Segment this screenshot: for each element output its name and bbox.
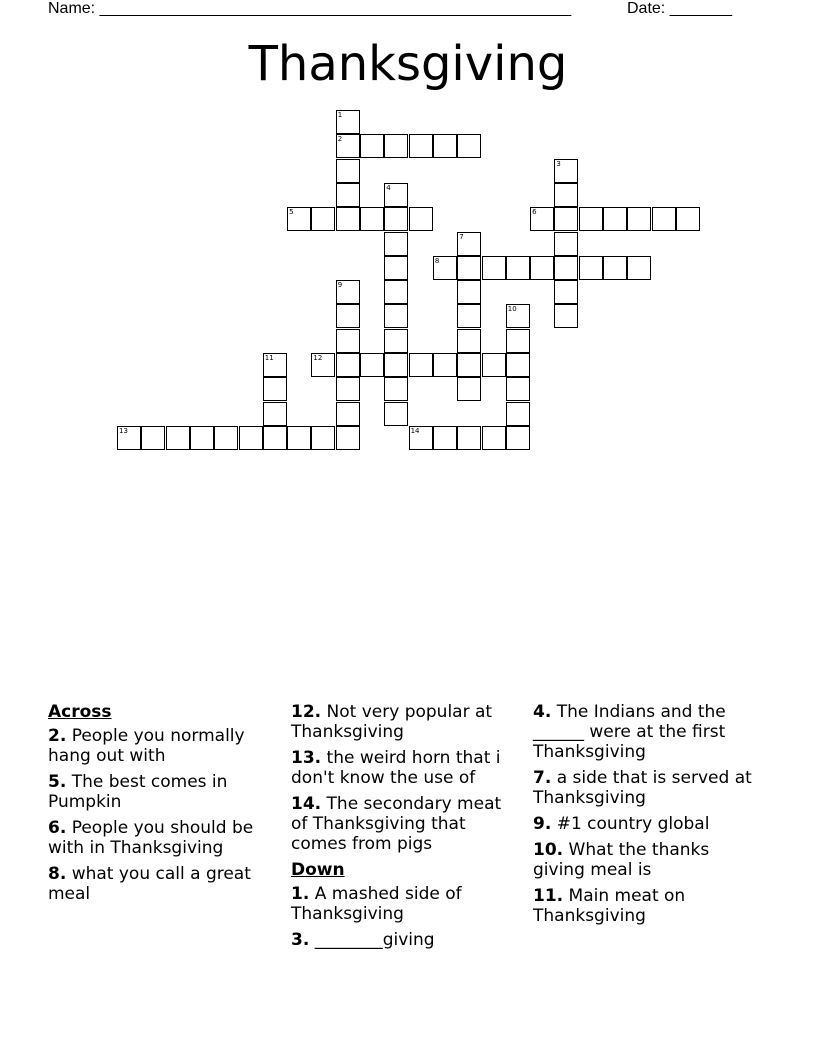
grid-cell[interactable] <box>409 426 433 450</box>
grid-cell[interactable] <box>457 377 481 401</box>
clue-text: A mashed side of Thanksgiving <box>291 884 462 924</box>
grid-cell[interactable] <box>506 353 530 377</box>
clue-text: a side that is served at Thanksgiving <box>533 768 752 808</box>
grid-cell[interactable] <box>141 426 165 450</box>
down-heading: Down <box>291 860 345 880</box>
clue-number: 3. <box>291 930 310 950</box>
grid-cell[interactable] <box>336 304 360 328</box>
grid-cell[interactable] <box>457 256 481 280</box>
grid-cell[interactable] <box>384 280 408 304</box>
grid-cell[interactable] <box>287 207 311 231</box>
page-title: Thanksgiving <box>248 36 568 92</box>
grid-cell[interactable] <box>336 329 360 353</box>
grid-cell[interactable] <box>384 232 408 256</box>
grid-cell[interactable] <box>554 232 578 256</box>
grid-cell[interactable] <box>311 353 335 377</box>
grid-cell[interactable] <box>603 207 627 231</box>
clue-number: 10. <box>533 840 564 860</box>
down-clue <box>291 930 516 950</box>
clue-text: The secondary meat of Thanksgiving that comes from pigs <box>291 794 502 854</box>
cell-number: 3 <box>556 159 561 168</box>
grid-cell[interactable] <box>336 280 360 304</box>
cell-number: 12 <box>313 354 323 362</box>
grid-cell[interactable] <box>336 134 360 158</box>
clue-number: 11. <box>533 886 564 906</box>
cell-number: 9 <box>337 281 343 290</box>
clue-number: 13. <box>291 748 322 768</box>
across-clue <box>48 772 273 812</box>
cell-number: 4 <box>386 183 391 192</box>
grid-cell[interactable] <box>214 426 238 450</box>
clue-text: Main meat on Thanksgiving <box>533 886 686 926</box>
grid-cell[interactable] <box>457 353 481 377</box>
grid-cell[interactable] <box>263 377 287 401</box>
across-clue <box>48 726 273 766</box>
grid-cell[interactable] <box>457 329 481 353</box>
grid-cell[interactable] <box>263 402 287 426</box>
grid-cell[interactable] <box>166 426 190 450</box>
clue-number: 2. <box>48 726 67 746</box>
grid-cell[interactable] <box>652 207 676 231</box>
clue-text: what you call a great meal <box>48 864 251 904</box>
grid-cell[interactable] <box>482 256 506 280</box>
clue-number: 8. <box>48 864 67 884</box>
cell-number: 10 <box>507 305 517 314</box>
across-clue <box>291 794 516 854</box>
grid-cell[interactable] <box>287 426 311 450</box>
grid-cell[interactable] <box>336 377 360 401</box>
clue-text: the weird horn that i don't know the use of <box>291 748 501 788</box>
cell-number: 6 <box>532 208 537 217</box>
grid-cell[interactable] <box>506 426 530 450</box>
grid-cell[interactable] <box>384 377 408 401</box>
grid-cell[interactable] <box>190 426 214 450</box>
across-clue <box>291 702 516 742</box>
grid-cell[interactable] <box>457 304 481 328</box>
crossword-grid <box>0 0 816 470</box>
grid-cell[interactable] <box>457 134 481 158</box>
grid-cell[interactable] <box>627 207 651 231</box>
cell-number: 13 <box>119 426 128 435</box>
grid-cell[interactable] <box>384 183 408 207</box>
clue-number: 9. <box>533 814 552 834</box>
grid-cell[interactable] <box>263 426 287 450</box>
grid-cell[interactable] <box>433 134 457 158</box>
grid-cell[interactable] <box>384 402 408 426</box>
grid-cell[interactable] <box>409 353 433 377</box>
across-heading: Across <box>48 702 112 722</box>
clue-text: Not very popular at Thanksgiving <box>291 702 493 742</box>
clue-text: #1 country global <box>556 814 710 834</box>
date-field: Date: _______ <box>627 0 732 17</box>
clue-column-2 <box>291 702 516 956</box>
across-clue <box>291 748 516 788</box>
down-clue <box>533 840 758 880</box>
down-clue <box>533 702 758 762</box>
grid-cell[interactable] <box>336 426 360 450</box>
clue-text: What the thanks giving meal is <box>533 840 710 880</box>
cell-number: 2 <box>337 135 343 144</box>
grid-cell[interactable] <box>530 207 554 231</box>
grid-cell[interactable] <box>676 207 700 231</box>
grid-cell[interactable] <box>360 134 384 158</box>
grid-cell[interactable] <box>336 402 360 426</box>
across-clue <box>48 818 273 858</box>
grid-cell[interactable] <box>336 159 360 183</box>
clue-column-1 <box>48 702 273 910</box>
grid-cell[interactable] <box>627 256 651 280</box>
grid-cell[interactable] <box>311 207 335 231</box>
grid-cell[interactable] <box>336 353 360 377</box>
cell-number: 1 <box>337 111 343 119</box>
grid-cell[interactable] <box>336 183 360 207</box>
grid-cell[interactable] <box>457 426 481 450</box>
grid-cell[interactable] <box>554 159 578 183</box>
grid-cell[interactable] <box>239 426 263 450</box>
grid-cell[interactable] <box>384 304 408 328</box>
grid-cell[interactable] <box>117 426 141 450</box>
grid-cell[interactable] <box>579 256 603 280</box>
grid-cell[interactable] <box>506 304 530 328</box>
cell-number: 7 <box>459 232 464 241</box>
name-field: Name: _____________________________________________________ <box>48 0 572 17</box>
grid-cell[interactable] <box>530 256 554 280</box>
grid-cell[interactable] <box>336 110 360 134</box>
grid-cell[interactable] <box>360 207 384 231</box>
clue-column-3 <box>533 702 758 932</box>
down-clue <box>533 768 758 808</box>
grid-cell[interactable] <box>409 134 433 158</box>
grid-cell[interactable] <box>554 207 578 231</box>
grid-cell[interactable] <box>457 280 481 304</box>
down-clue <box>533 886 758 926</box>
grid-cell[interactable] <box>603 256 627 280</box>
grid-cell[interactable] <box>457 232 481 256</box>
grid-cell[interactable] <box>311 426 335 450</box>
grid-cell[interactable] <box>384 134 408 158</box>
grid-cell[interactable] <box>554 304 578 328</box>
grid-cell[interactable] <box>433 256 457 280</box>
grid-cell[interactable] <box>384 329 408 353</box>
clue-text: ________giving <box>314 930 435 950</box>
clue-number: 6. <box>48 818 67 838</box>
grid-cell[interactable] <box>506 329 530 353</box>
grid-cell[interactable] <box>482 353 506 377</box>
grid-cell[interactable] <box>336 207 360 231</box>
down-clue <box>291 884 516 924</box>
grid-cell[interactable] <box>263 353 287 377</box>
clue-text: The Indians and the ______ were at the first Thanksgiving <box>533 702 726 762</box>
grid-cell[interactable] <box>554 183 578 207</box>
grid-cell[interactable] <box>433 353 457 377</box>
clue-number: 14. <box>291 794 322 814</box>
cell-number: 5 <box>289 208 294 217</box>
grid-cell[interactable] <box>506 402 530 426</box>
down-clue <box>533 814 758 834</box>
cell-number: 8 <box>434 256 440 265</box>
grid-cell[interactable] <box>579 207 603 231</box>
clue-number: 7. <box>533 768 552 788</box>
clue-text: The best comes in Pumpkin <box>48 772 228 812</box>
clue-text: People you normally hang out with <box>48 726 245 766</box>
clue-number: 12. <box>291 702 322 722</box>
grid-cell[interactable] <box>384 353 408 377</box>
clue-number: 1. <box>291 884 310 904</box>
grid-cell[interactable] <box>433 426 457 450</box>
grid-cell[interactable] <box>409 207 433 231</box>
across-clue <box>48 864 273 904</box>
cell-number: 14 <box>410 426 420 435</box>
clue-number: 4. <box>533 702 552 722</box>
grid-cell[interactable] <box>554 256 578 280</box>
grid-cell[interactable] <box>360 353 384 377</box>
clue-text: People you should be with in Thanksgiving <box>48 818 254 858</box>
grid-cell[interactable] <box>482 426 506 450</box>
grid-cell[interactable] <box>506 377 530 401</box>
cell-number: 11 <box>264 354 274 362</box>
clue-number: 5. <box>48 772 67 792</box>
grid-cell[interactable] <box>384 207 408 231</box>
grid-cell[interactable] <box>506 256 530 280</box>
grid-cell[interactable] <box>384 256 408 280</box>
grid-cell[interactable] <box>554 280 578 304</box>
